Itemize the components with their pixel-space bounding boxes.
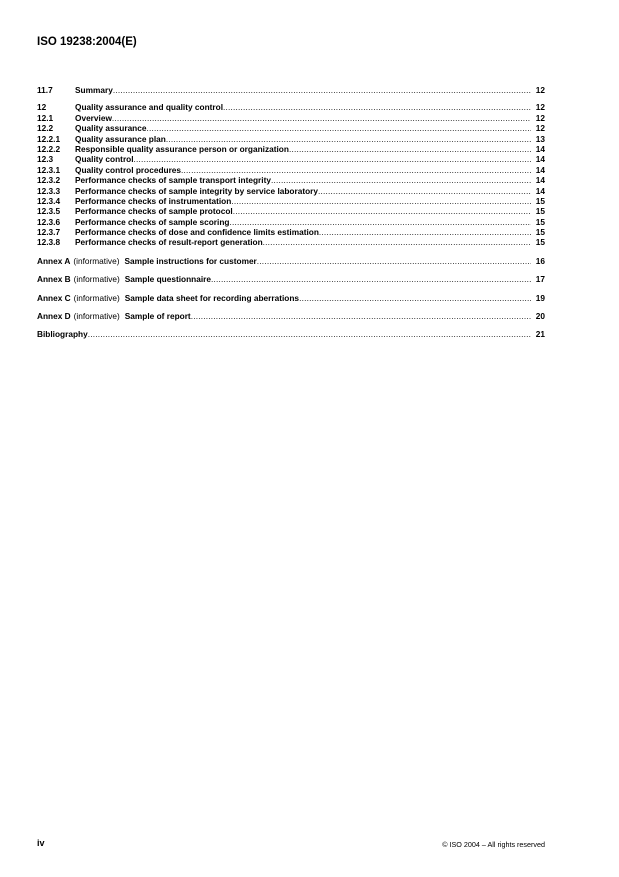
toc-leader-dots <box>223 102 531 112</box>
toc-leader-dots <box>289 144 531 154</box>
toc-entry[interactable] <box>37 227 545 237</box>
toc-entry[interactable] <box>37 123 545 133</box>
toc-entry-number: 12.3.1 <box>37 164 61 175</box>
toc-entry-page: 16 <box>535 255 545 266</box>
toc-entry-title: Sample of report <box>124 311 191 322</box>
toc-entry[interactable] <box>37 237 545 247</box>
toc-entry[interactable] <box>37 134 545 144</box>
toc-entry-number: 12.3 <box>37 154 54 165</box>
toc-entry-number: 12.2.1 <box>37 133 61 144</box>
table-of-contents <box>37 85 545 340</box>
toc-entry-page: 12 <box>535 102 545 113</box>
toc-annex-kind: (informative) <box>73 311 120 322</box>
toc-leader-dots <box>263 237 531 247</box>
toc-entry-page: 14 <box>535 154 545 165</box>
toc-entry-page: 21 <box>535 329 545 340</box>
toc-entry-page: 20 <box>535 311 545 322</box>
toc-entry-title: Quality assurance and quality control <box>75 102 223 113</box>
toc-annex-entry[interactable] <box>37 311 545 321</box>
toc-entry-title: Sample instructions for customer <box>124 255 257 266</box>
toc-annex-entry[interactable] <box>37 293 545 303</box>
toc-leader-dots <box>211 274 531 284</box>
toc-entry-page: 15 <box>535 206 545 217</box>
toc-annex-entry[interactable] <box>37 256 545 266</box>
toc-entry-number: 12.3.7 <box>37 227 61 238</box>
toc-entry-number: 12.3.6 <box>37 216 61 227</box>
toc-annex-kind: (informative) <box>73 274 120 285</box>
toc-leader-dots <box>318 186 531 196</box>
toc-entry[interactable] <box>37 175 545 185</box>
toc-spacer <box>37 95 545 102</box>
toc-leader-dots <box>146 123 531 133</box>
toc-spacer <box>37 248 545 256</box>
toc-entry-number: 12.3.4 <box>37 195 61 206</box>
toc-entry-page: 12 <box>535 84 545 95</box>
toc-entry-number: 12.3.3 <box>37 185 61 196</box>
toc-leader-dots <box>191 311 531 321</box>
toc-entry[interactable] <box>37 144 545 154</box>
toc-leader-dots <box>134 154 531 164</box>
toc-entry[interactable] <box>37 113 545 123</box>
toc-leader-dots <box>231 196 531 206</box>
toc-entry-page: 14 <box>535 164 545 175</box>
toc-leader-dots <box>319 227 531 237</box>
toc-spacer <box>37 303 545 311</box>
toc-leader-dots <box>271 175 531 185</box>
toc-entry-number: 12.2.2 <box>37 143 61 154</box>
toc-entry-title: Sample data sheet for recording aberrations <box>124 292 300 303</box>
footer-page-number: iv <box>37 838 45 848</box>
toc-entry-title: Quality assurance <box>75 123 147 134</box>
toc-entry-number: 12.3.5 <box>37 206 61 217</box>
toc-entry-page: 15 <box>535 216 545 227</box>
toc-entry-title: Performance checks of sample protocol <box>75 206 233 217</box>
toc-entry-title: Quality control <box>75 154 134 165</box>
toc-entry-title: Performance checks of sample scoring <box>75 216 230 227</box>
toc-body <box>37 85 545 340</box>
toc-spacer <box>37 321 545 329</box>
toc-entry-page: 15 <box>535 227 545 238</box>
toc-leader-dots <box>88 329 531 339</box>
toc-annex-label: Annex D <box>37 311 71 322</box>
toc-leader-dots <box>181 165 531 175</box>
toc-bibliography-entry[interactable] <box>37 329 545 339</box>
toc-entry-number: 12.3.8 <box>37 237 61 248</box>
toc-entry-page: 12 <box>535 123 545 134</box>
toc-spacer <box>37 285 545 293</box>
toc-entry[interactable] <box>37 102 545 112</box>
toc-entry-number: 12.1 <box>37 112 54 123</box>
toc-entry-page: 14 <box>535 143 545 154</box>
toc-annex-entry[interactable] <box>37 274 545 284</box>
toc-annex-label: Annex A <box>37 255 71 266</box>
toc-annex-kind: (informative) <box>73 292 120 303</box>
toc-entry-title: Performance checks of sample integrity by service laboratory <box>75 185 319 196</box>
toc-entry-page: 14 <box>535 185 545 196</box>
footer-copyright: © ISO 2004 – All rights reserved <box>442 840 545 849</box>
toc-entry[interactable] <box>37 165 545 175</box>
document-header: ISO 19238:2004(E) <box>37 36 137 48</box>
toc-entry-page: 14 <box>535 175 545 186</box>
toc-entry[interactable] <box>37 186 545 196</box>
toc-entry-number: 11.7 <box>37 84 53 95</box>
toc-entry[interactable] <box>37 206 545 216</box>
toc-entry-number: 12.3.2 <box>37 175 61 186</box>
toc-entry[interactable] <box>37 85 545 95</box>
toc-entry-title: Performance checks of instrumentation <box>75 195 232 206</box>
toc-entry-number: 12.2 <box>37 123 54 134</box>
toc-entry-number: 12 <box>37 102 47 113</box>
toc-leader-dots <box>229 217 531 227</box>
toc-leader-dots <box>112 113 531 123</box>
toc-entry-page: 17 <box>535 274 545 285</box>
toc-spacer <box>37 266 545 274</box>
toc-entry[interactable] <box>37 217 545 227</box>
toc-leader-dots <box>166 134 531 144</box>
toc-entry-title: Performance checks of dose and confidence limits estimation <box>75 227 319 238</box>
toc-entry[interactable] <box>37 154 545 164</box>
toc-entry-title: Performance checks of result-report generation <box>75 237 263 248</box>
toc-entry-title: Quality control procedures <box>75 164 182 175</box>
toc-entry-page: 15 <box>535 237 545 248</box>
toc-entry-page: 13 <box>535 133 545 144</box>
toc-entry-title: Quality assurance plan <box>75 133 166 144</box>
toc-leader-dots <box>113 85 531 95</box>
toc-entry-page: 12 <box>535 112 545 123</box>
toc-annex-label: Annex C <box>37 292 71 303</box>
toc-entry-title: Summary <box>75 84 113 95</box>
toc-entry-title: Sample questionnaire <box>124 274 211 285</box>
toc-annex-kind: (informative) <box>73 255 120 266</box>
toc-entry-page: 15 <box>535 195 545 206</box>
toc-leader-dots <box>257 256 531 266</box>
toc-leader-dots <box>233 206 531 216</box>
toc-entry-title: Overview <box>75 112 112 123</box>
toc-entry-title: Bibliography <box>37 329 88 340</box>
toc-annex-label: Annex B <box>37 274 71 285</box>
toc-entry-title: Responsible quality assurance person or organization <box>75 143 289 154</box>
toc-entry[interactable] <box>37 196 545 206</box>
toc-leader-dots <box>299 293 531 303</box>
toc-entry-page: 19 <box>535 292 545 303</box>
toc-entry-title: Performance checks of sample transport integrity <box>75 175 271 186</box>
